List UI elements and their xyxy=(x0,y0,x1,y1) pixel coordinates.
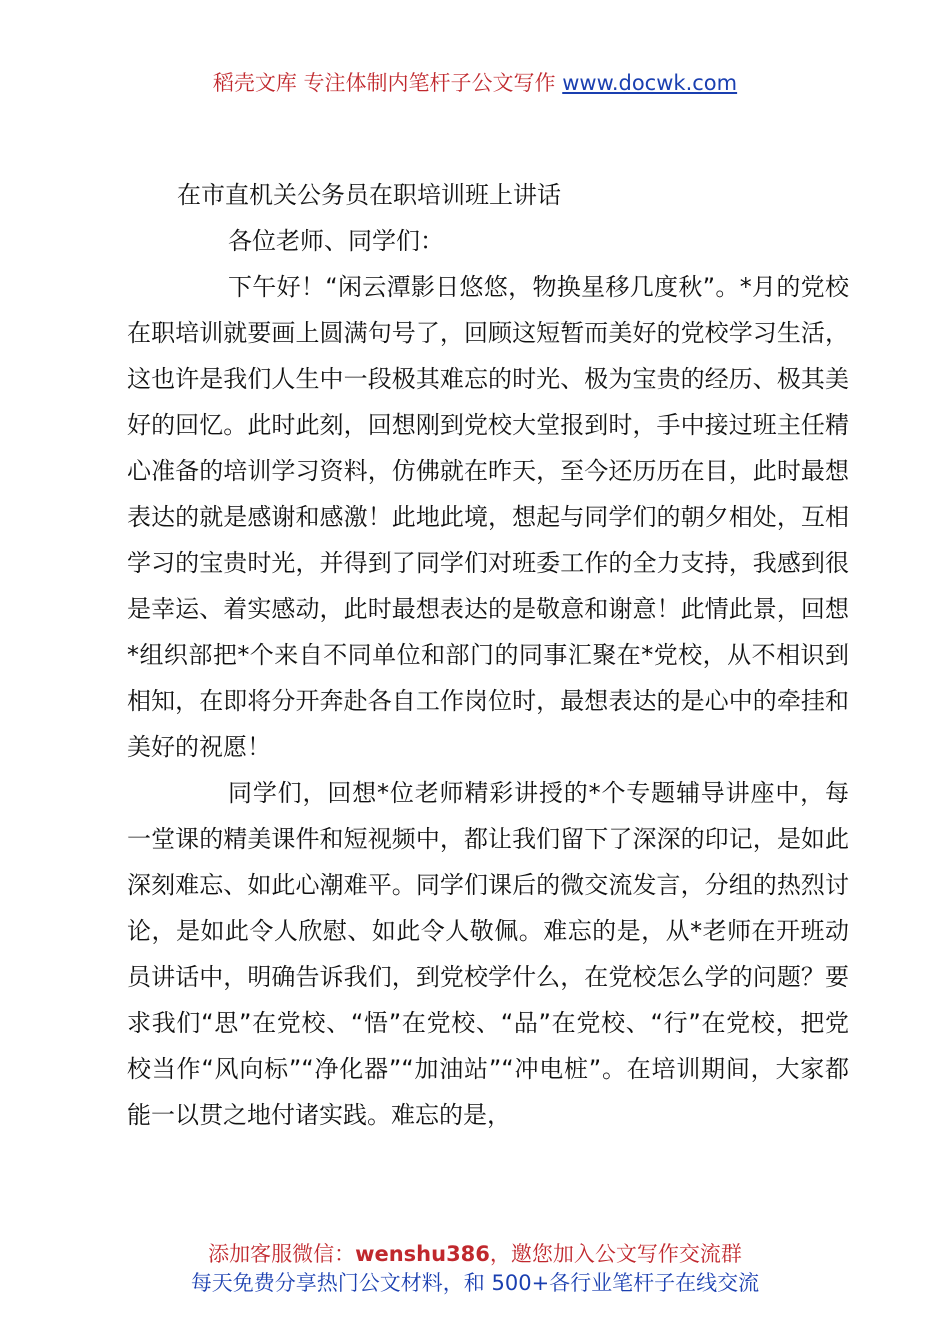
paragraph-1: 下午好！“闲云潭影日悠悠，物换星移几度秋”。*月的党校在职培训就要画上圆满句号了，回顾这短暂而美好的党校学习生活，这也许是我们人生中一段极其难忘的时光、极为宝贵的经历、极其美好的回忆。此时此刻，回想刚到党校大堂报到时，手中接过班主任精心准备的培训学习资料，仿佛就在昨天，至今还历历在目，此时最想表达的就是感谢和感激！此地此境，想起与同学们的朝夕相处，互相学习的宝贵时光，并得到了同学们对班委工作的全力支持，我感到很是幸运、着实感动，此时最想表达的是敬意和谢意！此情此景，回想*组织部把*个来自不同单位和部门的同事汇聚在*党校，从不相识到相知，在即将分开奔赴各自工作岗位时，最想表达的是心中的牵挂和美好的祝愿！ xyxy=(127,273,849,761)
page-header xyxy=(0,68,950,98)
document-title: 在市直机关公务员在职培训班上讲话 xyxy=(177,181,561,209)
salutation: 各位老师、同学们： xyxy=(228,227,444,255)
page-footer xyxy=(0,1240,950,1298)
footer-contact-prefix: 添加客服微信： xyxy=(208,1242,356,1266)
footer-contact-suffix: ，邀您加入公文写作交流群 xyxy=(489,1242,742,1266)
document-body xyxy=(127,172,849,1138)
header-brand: 稻壳文库 专注体制内笔杆子公文写作 xyxy=(212,71,563,95)
header-url-link[interactable]: www.docwk.com xyxy=(562,71,738,95)
paragraph-2: 同学们，回想*位老师精彩讲授的*个专题辅导讲座中，每一堂课的精美课件和短视频中，都让我们留下了深深的印记，是如此深刻难忘、如此心潮难平。同学们课后的微交流发言，分组的热烈讨论，是如此令人欣慰、如此令人敬佩。难忘的是，从*老师在开班动员讲话中，明确告诉我们，到党校学什么，在党校怎么学的问题？要求我们“思”在党校、“悟”在党校、“品”在党校、“行”在党校，把党校当作“风向标”“净化器”“加油站”“冲电桩”。在培训期间，大家都能一以贯之地付诸实践。难忘的是， xyxy=(127,779,849,1129)
footer-contact-line xyxy=(0,1240,950,1269)
footer-wechat-id: wenshu386 xyxy=(355,1242,490,1266)
footer-promo-line: 每天免费分享热门公文材料，和 500+各行业笔杆子在线交流 xyxy=(190,1271,760,1295)
